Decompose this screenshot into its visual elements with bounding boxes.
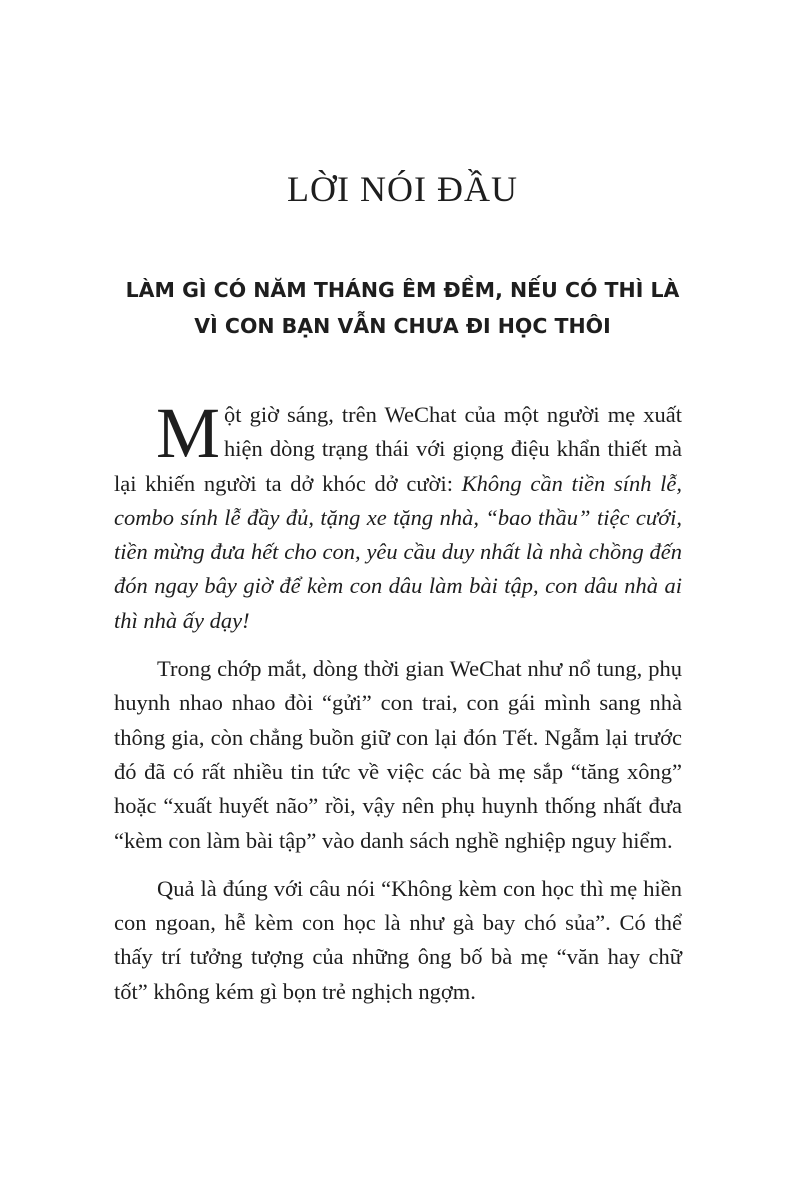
chapter-title: LỜI NÓI ĐẦU: [287, 169, 518, 209]
chapter-subtitle: [100, 272, 705, 344]
subtitle-line-1: LÀM GÌ CÓ NĂM THÁNG ÊM ĐỀM, NẾU CÓ THÌ LÀ: [125, 278, 680, 302]
paragraph-1-quote: Không cần tiền sính lễ, combo sính lễ đầy đủ, tặng xe tặng nhà, “bao thầu” tiệc cưới, tiền mừng đưa hết cho con, yêu cầu duy nhất là nhà chồng đến đón ngay bây giờ để kèm con dâu làm bài tập, con dâu nhà ai thì nhà ấy dạy!: [114, 470, 682, 633]
drop-cap: M: [156, 393, 221, 473]
paragraph-1-lead: ột giờ sáng, trên WeChat của một người mẹ xuất hiện dòng trạng thái với giọng điệu khẩn thiết mà lại khiến người ta dở khóc dở cười:: [114, 402, 682, 496]
body-text: [114, 393, 682, 1009]
subtitle-line-2: VÌ CON BẠN VẪN CHƯA ĐI HỌC THÔI: [194, 314, 611, 338]
paragraph-2: Trong chớp mắt, dòng thời gian WeChat như nổ tung, phụ huynh nhao nhao đòi “gửi” con trai, con gái mình sang nhà thông gia, còn chẳng buồn giữ con lại đón Tết. Ngẫm lại trước đó đã có rất nhiều tin tức về việc các bà mẹ sắp “tăng xông” hoặc “xuất huyết não” rồi, vậy nên phụ huynh thống nhất đưa “kèm con làm bài tập” vào danh sách nghề nghiệp nguy hiểm.: [114, 656, 682, 853]
paragraph-3: Quả là đúng với câu nói “Không kèm con học thì mẹ hiền con ngoan, hễ kèm con học là như gà bay chó sủa”. Có thể thấy trí tưởng tượng của những ông bố bà mẹ “văn hay chữ tốt” không kém gì bọn trẻ nghịch ngợm.: [114, 875, 682, 1004]
paragraph-1: [114, 393, 682, 638]
